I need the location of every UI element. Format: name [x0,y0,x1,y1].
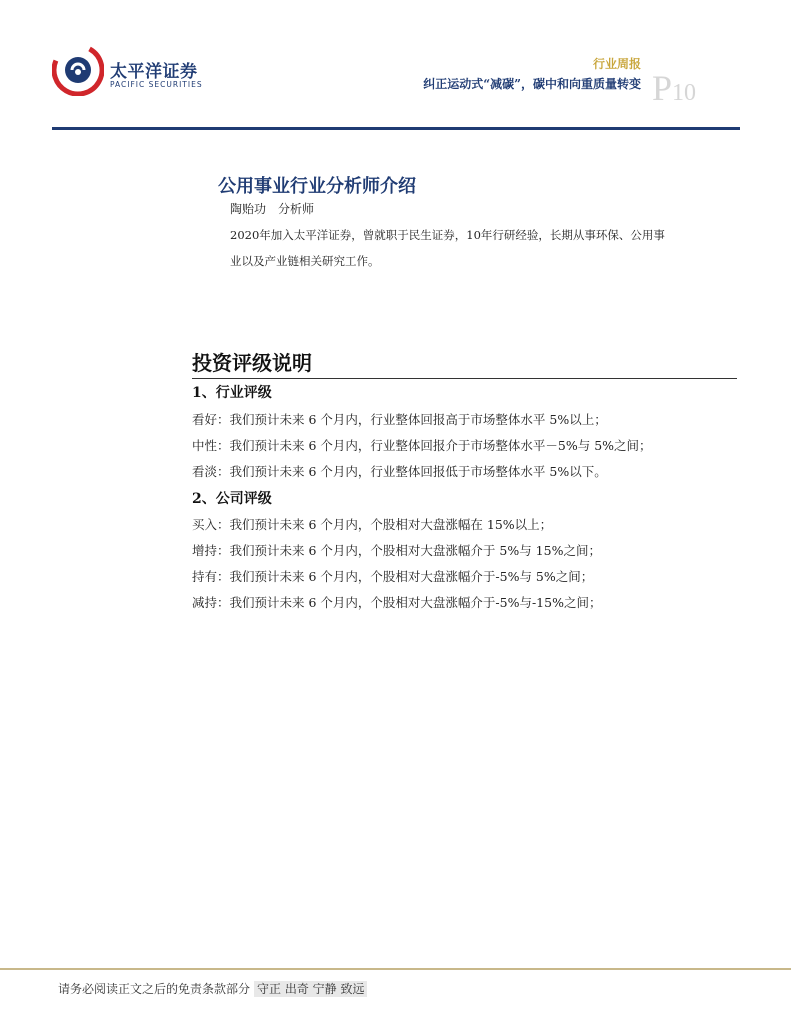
page-letter: P [652,68,673,108]
industry-rating-line: 看淡：我们预计未来 6 个月内，行业整体回报低于市场整体水平 5%以下。 [192,464,607,479]
company-rating-line: 减持：我们预计未来 6 个月内，个股相对大盘涨幅介于-5%与-15%之间； [192,595,602,610]
pacific-securities-logo-icon [52,44,104,96]
footer-motto: 守正 出奇 宁静 致远 [254,981,367,997]
footer [58,980,367,997]
company-rating-line: 买入：我们预计未来 6 个月内，个股相对大盘涨幅在 15%以上； [192,517,553,532]
brand-name-cn: 太平洋证券 [110,62,198,82]
analyst-bio-line: 2020年加入太平洋证券，曾就职于民生证券，10年行研经验，长期从事环保、公用事 [230,228,665,242]
footer-divider [0,968,791,970]
footer-disclaimer: 请务必阅读正文之后的免责条款部分 [58,982,251,996]
rating-section-heading: 投资评级说明 [192,351,312,375]
report-title: 纠正运动式“减碳”，碳中和向重质量转变 [423,77,641,91]
rating-divider [192,378,737,379]
report-type: 行业周报 [592,57,641,71]
page-number-digits: 10 [672,80,697,106]
company-rating-heading: 2、公司评级 [192,491,272,507]
analyst-section-heading: 公用事业行业分析师介绍 [218,176,416,197]
company-rating-line: 增持：我们预计未来 6 个月内，个股相对大盘涨幅介于 5%与 15%之间； [192,543,601,558]
industry-rating-line: 中性：我们预计未来 6 个月内，行业整体回报介于市场整体水平－5%与 5%之间； [192,438,652,453]
brand-name-en: PACIFIC SECURITIES [110,80,203,89]
analyst-bio-line: 业以及产业链相关研究工作。 [230,254,380,268]
industry-rating-line: 看好：我们预计未来 6 个月内，行业整体回报高于市场整体水平 5%以上； [192,412,607,427]
header-divider [52,127,740,130]
analyst-name-title: 陶贻功 分析师 [230,202,315,216]
company-rating-line: 持有：我们预计未来 6 个月内，个股相对大盘涨幅介于-5%与 5%之间； [192,569,594,584]
page-number [652,70,696,106]
analyst-bio [230,222,750,274]
industry-rating-heading: 1、行业评级 [192,385,272,401]
